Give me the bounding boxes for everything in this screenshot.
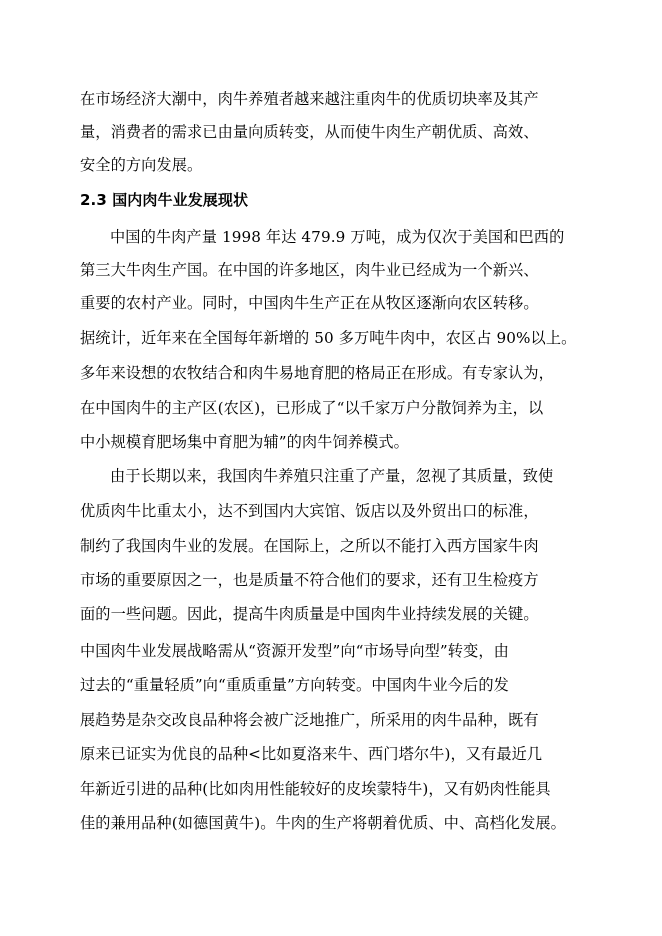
paragraph-3-line-1: 由于长期以来，我国肉牛养殖只注重了产量，忽视了其质量，致使 xyxy=(110,467,554,485)
paragraph-3-line-6: 中国肉牛业发展战略需从“资源开发型”向“市场导向型”转变，由 xyxy=(80,642,509,660)
paragraph-2-line-2: 第三大牛肉生产国。在中国的许多地区，肉牛业已经成为一个新兴、 xyxy=(80,261,539,279)
paragraph-3-line-2: 优质肉牛比重太小，达不到国内大宾馆、饭店以及外贸出口的标准， xyxy=(80,502,539,520)
paragraph-2-line-1: 中国的牛肉产量 1998 年达 479.9 万吨，成为仅次于美国和巴西的 xyxy=(110,228,565,246)
paragraph-3-line-10: 年新近引进的品种(比如肉用性能较好的皮埃蒙特牛)，又有奶肉性能具 xyxy=(80,780,551,798)
paragraph-2-line-5: 多年来设想的农牧结合和肉牛易地育肥的格局正在形成。有专家认为， xyxy=(80,364,554,382)
paragraph-3-line-7: 过去的“重量轻质”向“重质重量”方向转变。中国肉牛业今后的发 xyxy=(80,676,509,694)
paragraph-1-line-1: 在市场经济大潮中，肉牛养殖者越来越注重肉牛的优质切块率及其产 xyxy=(80,90,539,108)
paragraph-2-line-3: 重要的农村产业。同时，中国肉牛生产正在从牧区逐渐向农区转移。 xyxy=(80,294,539,312)
paragraph-3-line-4: 市场的重要原因之一，也是质量不符合他们的要求，还有卫生检疫方 xyxy=(80,571,539,589)
section-heading: 2.3 国内肉牛业发展现状 xyxy=(80,191,249,209)
paragraph-1-line-3: 安全的方向发展。 xyxy=(80,156,203,174)
paragraph-3-line-11: 佳的兼用品种(如德国黄牛)。牛肉的生产将朝着优质、中、高档化发展。 xyxy=(80,814,566,832)
paragraph-3-line-3: 制约了我国肉牛业的发展。在国际上，之所以不能打入西方国家牛肉 xyxy=(80,537,539,555)
paragraph-2-line-6: 在中国肉牛的主产区(农区)，已形成了“以千家万户分散饲养为主，以 xyxy=(80,399,544,417)
paragraph-3-line-5: 面的一些问题。因此，提高牛肉质量是中国肉牛业持续发展的关键。 xyxy=(80,605,539,623)
paragraph-3-line-8: 展趋势是杂交改良品种将会被广泛地推广，所采用的肉牛品种，既有 xyxy=(80,711,539,729)
paragraph-2-line-7: 中小规模育肥场集中育肥为辅”的肉牛饲养模式。 xyxy=(80,433,409,451)
paragraph-1-line-2: 量，消费者的需求已由量向质转变，从而使牛肉生产朝优质、高效、 xyxy=(80,123,539,141)
paragraph-3-line-9: 原来已证实为优良的品种<比如夏洛来牛、西门塔尔牛)，又有最近几 xyxy=(80,745,543,763)
paragraph-2-line-4: 据统计，近年来在全国每年新增的 50 多万吨牛肉中，农区占 90%以上。 xyxy=(80,329,577,347)
